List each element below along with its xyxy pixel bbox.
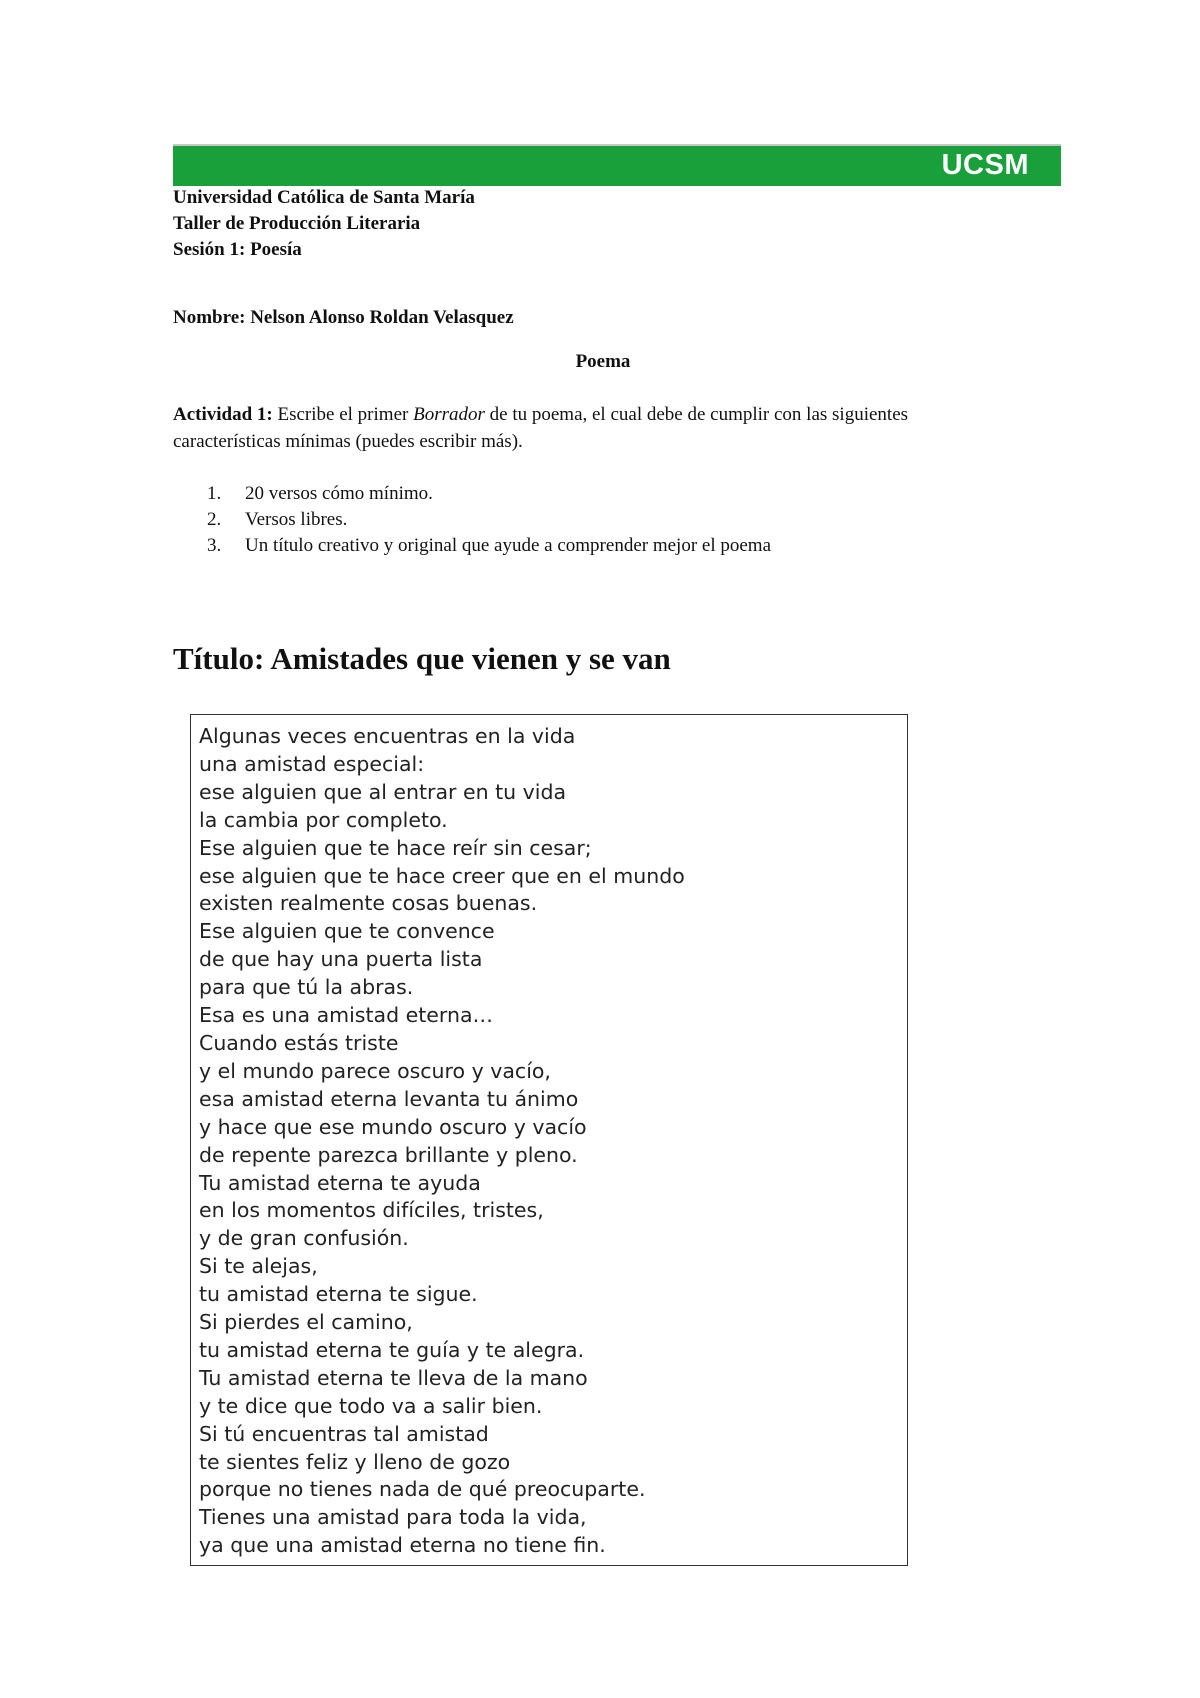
list-item bbox=[173, 507, 771, 533]
poem-line: y te dice que todo va a salir bien. bbox=[199, 1393, 543, 1418]
activity-instructions bbox=[173, 401, 963, 455]
list-item-number: 3. bbox=[207, 535, 222, 556]
poem-line: Algunas veces encuentras en la vida bbox=[199, 724, 576, 748]
requirements-list bbox=[173, 481, 771, 559]
list-item-number: 2. bbox=[207, 509, 222, 530]
section-title: Poema bbox=[575, 351, 631, 372]
poem-line: Ese alguien que te hace reír sin cesar; bbox=[199, 835, 592, 860]
activity-text-2: de tu poema, el cual debe de cumplir con las siguientes características mínimas (puedes escribir más). bbox=[173, 404, 909, 452]
poem-line: Ese alguien que te convence bbox=[199, 919, 495, 944]
poem-line: y el mundo parece oscuro y vacío, bbox=[199, 1058, 551, 1083]
poem-line: y hace que ese mundo oscuro y vacío bbox=[199, 1114, 587, 1139]
poem-line: para que tú la abras. bbox=[199, 975, 414, 1000]
student-name: Nombre: Nelson Alonso Roldan Velasquez bbox=[173, 307, 514, 328]
poem-line: porque no tienes nada de qué preocuparte. bbox=[199, 1477, 646, 1502]
session-name: Sesión 1: Poesía bbox=[173, 239, 302, 260]
poem-line: existen realmente cosas buenas. bbox=[199, 891, 538, 916]
poem-line: esa amistad eterna levanta tu ánimo bbox=[199, 1086, 579, 1111]
poem-line: Esa es una amistad eterna… bbox=[199, 1003, 494, 1028]
poem-lines bbox=[199, 723, 685, 1560]
poem-line: de que hay una puerta lista bbox=[199, 947, 483, 972]
list-item-text: Un título creativo y original que ayude a comprender mejor el poema bbox=[245, 535, 772, 556]
poem-line: Cuando estás triste bbox=[199, 1030, 399, 1055]
poem-line: la cambia por completo. bbox=[199, 807, 448, 832]
poem-line: de repente parezca brillante y pleno. bbox=[199, 1142, 578, 1167]
course-name: Taller de Producción Literaria bbox=[173, 213, 421, 234]
poem-line: ya que una amistad eterna no tiene fin. bbox=[199, 1533, 606, 1558]
university-name: Universidad Católica de Santa María bbox=[173, 187, 475, 208]
poem-line: Tu amistad eterna te ayuda bbox=[199, 1170, 481, 1195]
ucsm-banner bbox=[173, 144, 1061, 186]
ucsm-logo: UCSM bbox=[941, 149, 1029, 181]
poem-line: te sientes feliz y lleno de gozo bbox=[199, 1449, 511, 1474]
list-item-text: 20 versos cómo mínimo. bbox=[245, 483, 433, 504]
list-item-text: Versos libres. bbox=[245, 509, 348, 530]
poem-line: Tu amistad eterna te lleva de la mano bbox=[199, 1365, 588, 1390]
poem-line: en los momentos difíciles, tristes, bbox=[199, 1198, 544, 1223]
poem-line: una amistad especial: bbox=[199, 751, 425, 776]
poem-box bbox=[190, 714, 908, 1566]
poem-line: y de gran confusión. bbox=[199, 1226, 409, 1251]
list-item bbox=[173, 533, 771, 559]
poem-line: ese alguien que al entrar en tu vida bbox=[199, 779, 567, 804]
poem-line: ese alguien que te hace creer que en el mundo bbox=[199, 863, 685, 888]
poem-line: Tienes una amistad para toda la vida, bbox=[199, 1505, 587, 1530]
activity-italic-word: Borrador bbox=[413, 404, 485, 425]
poem-title: Título: Amistades que vienen y se van bbox=[173, 641, 671, 676]
list-item bbox=[173, 481, 771, 507]
activity-label: Actividad 1: bbox=[173, 404, 278, 425]
poem-line: Si te alejas, bbox=[199, 1254, 318, 1279]
poem-line: tu amistad eterna te guía y te alegra. bbox=[199, 1337, 585, 1362]
poem-line: Si tú encuentras tal amistad bbox=[199, 1421, 489, 1446]
poem-line: Si pierdes el camino, bbox=[199, 1310, 413, 1335]
list-item-number: 1. bbox=[207, 483, 222, 504]
activity-text-1: Escribe el primer bbox=[277, 404, 414, 425]
poem-line: tu amistad eterna te sigue. bbox=[199, 1282, 478, 1307]
